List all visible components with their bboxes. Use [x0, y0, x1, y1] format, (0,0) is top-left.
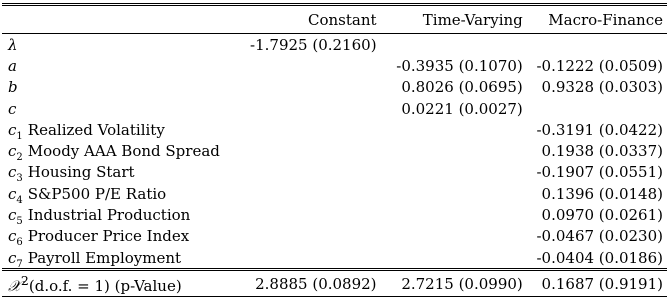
- cell-time-varying: [381, 162, 527, 183]
- parameter-name: Producer Price Index: [27, 227, 190, 246]
- cell-time-varying: [381, 247, 527, 270]
- cell-constant: [238, 77, 380, 98]
- parameter-symbol: c: [8, 184, 17, 203]
- table-row: [2, 247, 667, 270]
- row-label: [2, 183, 238, 204]
- parameter-subscript: 2: [16, 152, 23, 164]
- parameter-symbol: c: [8, 99, 17, 118]
- parameter-subscript: 1: [16, 130, 23, 142]
- row-label: [2, 204, 238, 228]
- cell-macro-finance: 0.9328 (0.0303): [541, 78, 663, 97]
- row-label: [2, 226, 238, 247]
- table-row: [2, 183, 667, 204]
- header-row: [2, 5, 667, 34]
- cell-macro-finance: 0.1396 (0.0148): [541, 184, 663, 203]
- cell-time-varying: 2.7215 (0.0990): [401, 274, 523, 293]
- cell-constant: [238, 204, 380, 225]
- cell-macro-finance: [527, 98, 667, 119]
- parameter-subscript: 7: [16, 258, 23, 270]
- parameter-subscript: 3: [16, 173, 23, 185]
- column-header-time-varying: Time-Varying: [422, 11, 523, 29]
- cell-constant: [238, 183, 380, 204]
- estimation-results-table: [2, 3, 667, 297]
- parameter-name: Housing Start: [27, 163, 135, 182]
- parameter-symbol: a: [8, 56, 17, 75]
- table-row: [2, 98, 667, 119]
- table-row: [2, 34, 667, 56]
- cell-macro-finance: -0.1907 (0.0551): [536, 163, 663, 182]
- cell-time-varying: 0.0221 (0.0027): [401, 99, 523, 118]
- row-label: [2, 77, 238, 98]
- parameter-name: Industrial Production: [27, 206, 191, 225]
- cell-constant: [238, 98, 380, 119]
- cell-macro-finance: -0.0404 (0.0186): [536, 248, 663, 267]
- chi-superscript: 2: [20, 273, 29, 289]
- cell-constant: 2.8885 (0.0892): [255, 274, 377, 293]
- cell-time-varying: 0.8026 (0.0695): [401, 78, 523, 97]
- cell-macro-finance: 0.1938 (0.0337): [541, 142, 663, 161]
- test-statistic-name: (d.o.f. = 1) (p-Value): [28, 277, 182, 296]
- column-header-constant: Constant: [308, 11, 377, 29]
- table-row: [2, 55, 667, 76]
- cell-time-varying: [381, 183, 527, 204]
- cell-macro-finance: [527, 34, 667, 56]
- parameter-subscript: 6: [16, 237, 23, 249]
- parameter-name: Moody AAA Bond Spread: [27, 142, 220, 161]
- table-row: [2, 226, 667, 247]
- table-body: [2, 34, 667, 270]
- cell-time-varying: [381, 34, 527, 56]
- parameter-name: Realized Volatility: [27, 120, 165, 139]
- cell-constant: [238, 55, 380, 76]
- column-header-macro-finance: Macro-Finance: [548, 11, 663, 29]
- cell-macro-finance: -0.0467 (0.0230): [536, 227, 663, 246]
- row-label: [2, 98, 238, 119]
- cell-macro-finance: -0.3191 (0.0422): [536, 120, 663, 139]
- header-blank-cell: [2, 5, 238, 34]
- parameter-subscript: 5: [16, 216, 23, 228]
- table-row: [2, 204, 667, 225]
- parameter-symbol: c: [8, 120, 17, 139]
- table-row: [2, 77, 667, 98]
- cell-macro-finance: -0.1222 (0.0509): [536, 56, 663, 75]
- cell-macro-finance: 0.0970 (0.0261): [541, 206, 663, 225]
- table-row: [2, 140, 667, 161]
- table-row: [2, 119, 667, 140]
- row-label: [2, 55, 238, 76]
- parameter-symbol: λ: [8, 35, 18, 54]
- cell-constant: [238, 119, 380, 140]
- cell-macro-finance: 0.1687 (0.9191): [541, 274, 663, 293]
- table-row: [2, 162, 667, 183]
- cell-constant: [238, 162, 380, 183]
- row-label: [2, 119, 238, 140]
- cell-time-varying: [381, 226, 527, 247]
- parameter-symbol: c: [8, 142, 17, 161]
- row-label: [2, 247, 238, 270]
- row-label: [2, 34, 238, 56]
- cell-time-varying: [381, 204, 527, 225]
- row-label: [2, 140, 238, 164]
- cell-constant: [238, 140, 380, 161]
- chi-symbol: 𝒳: [8, 277, 21, 296]
- parameter-name: Payroll Employment: [27, 248, 182, 267]
- parameter-symbol: c: [8, 163, 17, 182]
- cell-constant: -1.7925 (0.2160): [250, 35, 377, 54]
- parameter-name: S&P500 P/E Ratio: [27, 184, 167, 203]
- parameter-symbol: c: [8, 206, 17, 225]
- parameter-symbol: c: [8, 248, 17, 267]
- cell-time-varying: [381, 119, 527, 140]
- cell-time-varying: [381, 140, 527, 161]
- row-label: [2, 162, 238, 183]
- cell-constant: [238, 247, 380, 270]
- cell-time-varying: -0.3935 (0.1070): [396, 56, 523, 75]
- parameter-symbol: b: [8, 78, 18, 97]
- parameter-subscript: 4: [16, 194, 23, 206]
- parameter-symbol: c: [8, 227, 17, 246]
- cell-constant: [238, 226, 380, 247]
